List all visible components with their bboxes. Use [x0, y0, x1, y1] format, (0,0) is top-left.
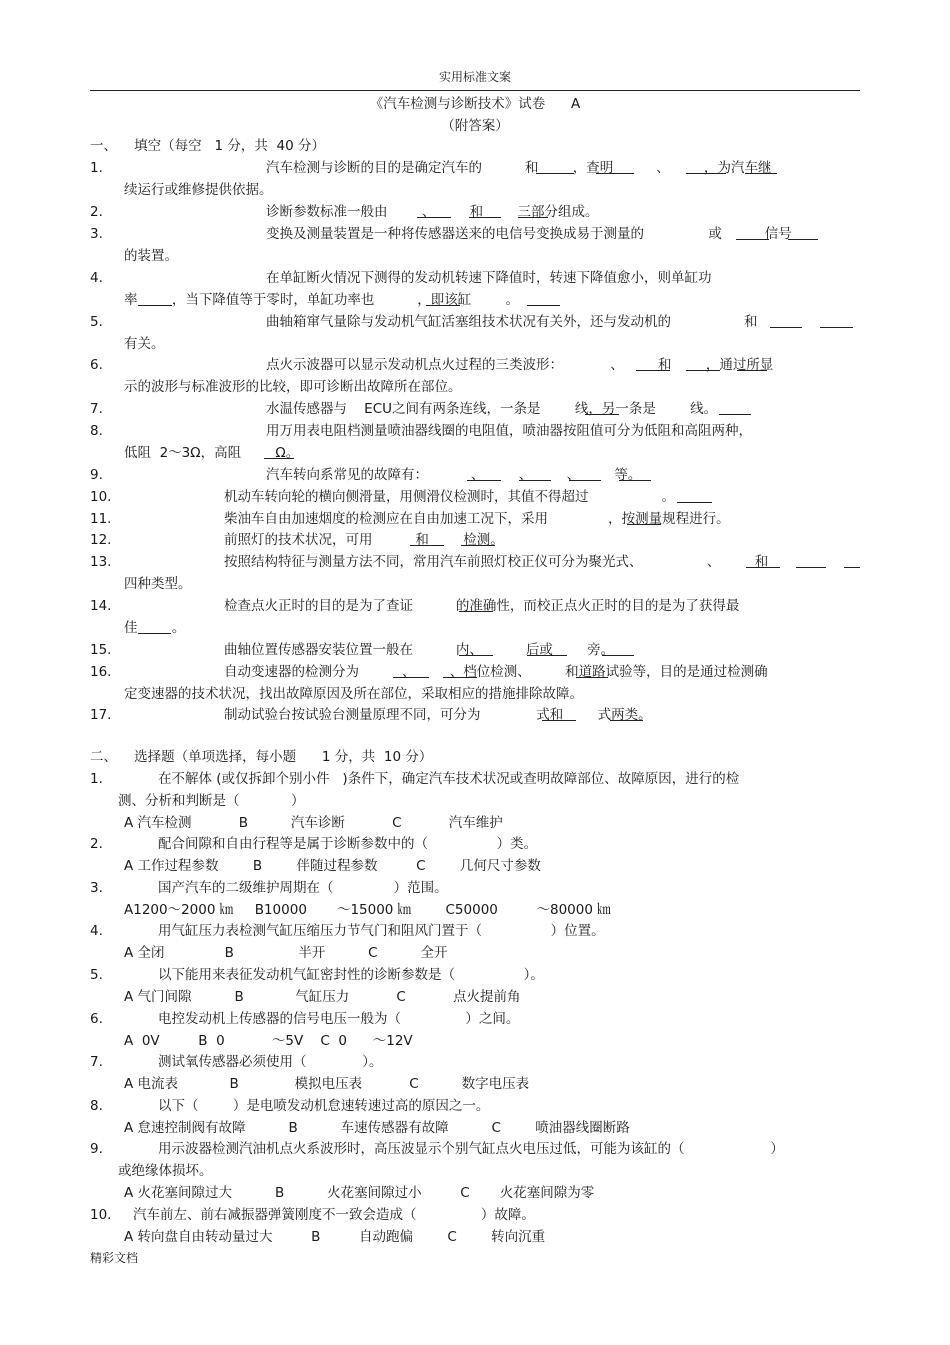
answer-blank — [518, 217, 548, 218]
document-title: 《汽车检测与诊断技术》试卷 A — [369, 96, 581, 112]
text-line: 柴油车自由加速烟度的检测应在自由加速工况下，采用 ，按测量规程进行。 — [224, 511, 730, 527]
text-line: 2. — [90, 204, 103, 220]
text-line: 2. — [90, 836, 103, 852]
answer-blank — [576, 677, 608, 678]
answer-blank — [527, 655, 567, 656]
answer-blank — [393, 677, 429, 678]
answer-blank — [737, 370, 767, 371]
text-line: 汽车检测与诊断的目的是确定汽车的 和 ，查明 、 ，为汽车继 — [266, 160, 772, 176]
text-line: 点火示波器可以显示发动机点火过程的三类波形： 、 和 ，通过所显 — [266, 357, 774, 373]
text-line: A1200～2000 ㎞ B10000 ～15000 ㎞ C50000 ～80000 ㎞ — [124, 902, 611, 918]
answer-blank — [596, 173, 634, 174]
text-line: 6. — [90, 357, 103, 373]
header-divider — [90, 90, 860, 91]
answer-blank — [461, 545, 495, 546]
text-line: 变换及测量装置是一种将传感器送来的电信号变换成易于测量的 或 信号 — [266, 226, 792, 242]
text-line: 四种类型。 — [124, 576, 192, 592]
answer-blank — [443, 677, 477, 678]
text-line: 1. — [90, 160, 103, 176]
text-line: 曲轴位置传感器安装位置一般在 内、 后或 旁。 — [224, 642, 615, 658]
text-line: 配合间隙和自由行程等是属于诊断参数中的（ ）类。 — [158, 836, 538, 852]
page-footer: 精彩文档 — [90, 1251, 139, 1265]
text-line: 5. — [90, 314, 103, 330]
text-line: 国产汽车的二级维护周期在（ ）范围。 — [158, 880, 448, 896]
text-line: 定变速器的技术状况，找出故障原因及所在部位，采取相应的措施排除故障。 — [124, 686, 583, 702]
text-line: 率 ，当下降值等于零时，单缸功率也 ，即该缸 。 — [124, 292, 520, 308]
answer-blank — [467, 480, 501, 481]
answer-blank — [745, 173, 777, 174]
text-line: 15. — [90, 642, 112, 658]
text-line: 水温传感器与 ECU之间有两条连线，一条是 线，另一条是 线。 — [266, 401, 718, 417]
text-line: 7. — [90, 401, 103, 417]
answer-blank — [619, 480, 651, 481]
text-line: 诊断参数标准一般由 、 和 三部分组成。 — [266, 204, 599, 220]
answer-blank — [602, 655, 634, 656]
text-line: 4. — [90, 923, 103, 939]
answer-blank — [770, 327, 802, 328]
answer-blank — [736, 239, 769, 240]
text-line: 17. — [90, 707, 112, 723]
answer-blank — [746, 567, 780, 568]
text-line: 11. — [90, 511, 112, 527]
text-line: 佳 。 — [124, 620, 186, 636]
answer-blank — [796, 567, 826, 568]
answer-blank — [410, 545, 444, 546]
text-line: 用示波器检测汽油机点火系波形时，高压波显示个别气缸点火电压过低，可能为该缸的（ ） — [158, 1141, 784, 1157]
section-heading-fill-blank: 一、 填空（每空 1 分，共 40 分） — [90, 138, 325, 154]
text-line: 以下能用来表征发动机气缸密封性的诊断参数是（ ）。 — [158, 967, 544, 983]
text-line: 12. — [90, 532, 112, 548]
text-line: 曲轴箱窜气量除与发动机气缸活塞组技术状况有关外，还与发动机的 和 — [266, 314, 758, 330]
text-line: A 0V B 0 ～5V C 0 ～12V — [124, 1033, 413, 1049]
answer-blank — [686, 173, 726, 174]
answer-blank — [542, 720, 576, 721]
answer-blank — [585, 414, 619, 415]
text-line: A 汽车检测 B 汽车诊断 C 汽车维护 — [124, 815, 503, 831]
text-line: 机动车转向轮的横向侧滑量，用侧滑仪检测时，其值不得超过 。 — [224, 489, 675, 505]
text-line: 低阻 2～3Ω，高阻 Ω。 — [124, 445, 300, 461]
text-line: 汽车转向系常见的故障有： 、 、 、 等。 — [266, 467, 642, 483]
text-line: 用气缸压力表检测气缸压缩压力节气门和阻风门置于（ ）位置。 — [158, 923, 605, 939]
text-line: 有关。 — [124, 336, 165, 352]
text-line: 续运行或维修提供依据。 — [124, 182, 273, 198]
answer-blank — [417, 217, 451, 218]
text-line: 8. — [90, 423, 103, 439]
answer-blank — [788, 239, 818, 240]
text-line: 按照结构特征与测量方法不同，常用汽车前照灯校正仪可分为聚光式、 、 和 — [224, 554, 769, 570]
answer-blank — [138, 633, 171, 634]
text-line: 示的波形与标准波形的比较，即可诊断出故障所在部位。 — [124, 379, 462, 395]
answer-blank — [519, 480, 551, 481]
text-line: A 全闭 B 半开 C 全开 — [124, 945, 448, 961]
answer-blank — [610, 720, 643, 721]
text-line: 在单缸断火情况下测得的发动机转速下降值时，转速下降值愈小，则单缸功 — [266, 270, 712, 286]
text-line: 或绝缘体损坏。 — [118, 1163, 213, 1179]
answer-blank — [627, 524, 661, 525]
answer-blank — [459, 611, 493, 612]
text-line: 5. — [90, 967, 103, 983]
text-line: 测、分析和判断是（ ） — [118, 793, 305, 809]
text-line: 14. — [90, 598, 112, 614]
text-line: 4. — [90, 270, 103, 286]
text-line: 电控发动机上传感器的信号电压一般为（ ）之间。 — [158, 1011, 520, 1027]
text-line: A 电流表 B 模拟电压表 C 数字电压表 — [124, 1076, 530, 1092]
answer-blank — [426, 305, 460, 306]
answer-blank — [844, 567, 860, 568]
answer-blank — [527, 305, 560, 306]
answer-blank — [677, 502, 712, 503]
text-line: 3. — [90, 880, 103, 896]
text-line: 10. — [90, 1207, 112, 1223]
answer-blank — [686, 370, 720, 371]
text-line: 检查点火正时的目的是为了查证 的准确性，而校正点火正时的目的是为了获得最 — [224, 598, 740, 614]
text-line: 1. — [90, 771, 103, 787]
answer-blank — [719, 414, 751, 415]
document-subtitle: （附答案） — [441, 118, 509, 134]
text-line: 自动变速器的检测分为 、 、档位检测、 和道路试验等，目的是通过检测确 — [224, 664, 768, 680]
text-line: 的装置。 — [124, 248, 178, 264]
text-line: 在不解体 (或仅拆卸个别小件 )条件下，确定汽车技术状况或查明故障部位、故障原因，进行的检 — [158, 771, 740, 787]
text-line: A 气门间隙 B 气缸压力 C 点火提前角 — [124, 989, 521, 1005]
answer-blank — [138, 305, 172, 306]
text-line: 16. — [90, 664, 112, 680]
text-line: 制动试验台按试验台测量原理不同，可分为 式和 式两类。 — [224, 707, 652, 723]
answer-blank — [264, 458, 294, 459]
text-line: 以下（ ）是电喷发动机怠速转速过高的原因之一。 — [158, 1098, 490, 1114]
answer-blank — [459, 655, 493, 656]
text-line: 9. — [90, 1141, 103, 1157]
text-line: 前照灯的技术状况，可用 和 检测。 — [224, 532, 504, 548]
section-heading-multiple-choice: 二、 选择题（单项选择，每小题 1 分，共 10 分） — [90, 749, 433, 765]
answer-blank — [820, 327, 853, 328]
text-line: A 转向盘自由转动量过大 B 自动跑偏 C 转向沉重 — [124, 1229, 546, 1245]
text-line: 10. — [90, 489, 112, 505]
text-line: A 火花塞间隙过大 B 火花塞间隙过小 C 火花塞间隙为零 — [124, 1185, 595, 1201]
answer-blank — [569, 480, 601, 481]
answer-blank — [469, 217, 501, 218]
text-line: 测试氧传感器必须使用（ ）。 — [158, 1054, 383, 1070]
page-header: 实用标准文案 — [438, 70, 511, 84]
text-line: 13. — [90, 554, 112, 570]
text-line: A 怠速控制阀有故障 B 车速传感器有故障 C 喷油器线圈断路 — [124, 1120, 630, 1136]
text-line: A 工作过程参数 B 伴随过程参数 C 几何尺寸参数 — [124, 858, 541, 874]
answer-blank — [536, 173, 574, 174]
text-line: 3. — [90, 226, 103, 242]
answer-blank — [636, 370, 670, 371]
text-line: 7. — [90, 1054, 103, 1070]
text-line: 用万用表电阻档测量喷油器线圈的电阻值，喷油器按阻值可分为低阻和高阻两种， — [266, 423, 752, 439]
text-line: 9. — [90, 467, 103, 483]
text-line: 汽车前左、前右减振器弹簧刚度不一致会造成（ ）故障。 — [133, 1207, 535, 1223]
text-line: 6. — [90, 1011, 103, 1027]
text-line: 8. — [90, 1098, 103, 1114]
